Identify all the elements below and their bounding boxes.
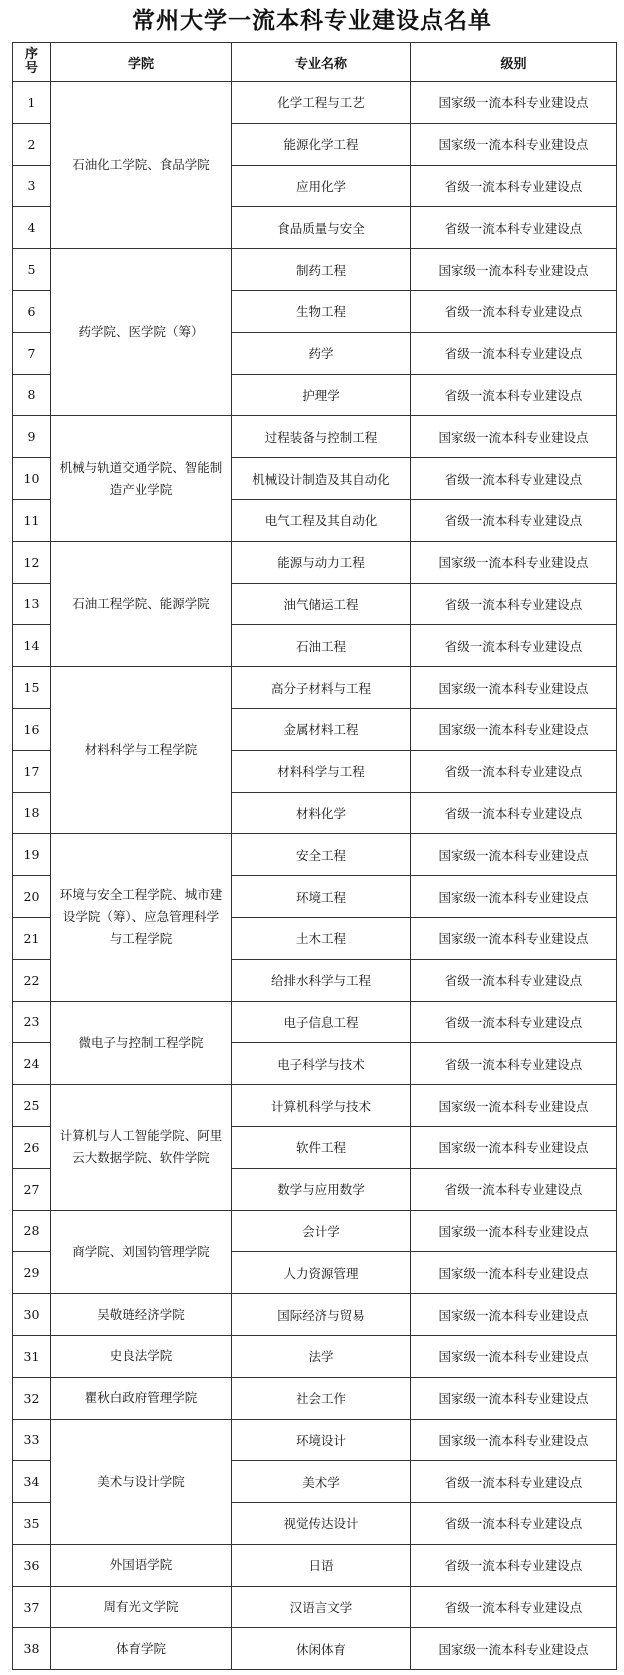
table-row	[13, 1544, 617, 1586]
row-number: 4	[13, 207, 51, 249]
level-cell: 省级一流本科专业建设点	[411, 959, 617, 1001]
table-row	[13, 1085, 617, 1127]
college-cell: 美术与设计学院	[51, 1419, 232, 1544]
level-cell: 国家级一流本科专业建设点	[411, 1419, 617, 1461]
college-cell: 石油工程学院、能源学院	[51, 541, 232, 666]
row-number: 6	[13, 290, 51, 332]
row-number: 32	[13, 1377, 51, 1419]
majors-table	[12, 42, 617, 1670]
row-number: 27	[13, 1168, 51, 1210]
level-cell: 省级一流本科专业建设点	[411, 1043, 617, 1085]
level-cell: 省级一流本科专业建设点	[411, 332, 617, 374]
row-number: 24	[13, 1043, 51, 1085]
major-cell: 护理学	[232, 374, 411, 416]
level-cell: 国家级一流本科专业建设点	[411, 1126, 617, 1168]
row-number: 7	[13, 332, 51, 374]
row-number: 17	[13, 750, 51, 792]
major-cell: 日语	[232, 1544, 411, 1586]
level-cell: 国家级一流本科专业建设点	[411, 876, 617, 918]
major-cell: 材料化学	[232, 792, 411, 834]
major-cell: 汉语言文学	[232, 1586, 411, 1628]
major-cell: 人力资源管理	[232, 1252, 411, 1294]
row-number: 26	[13, 1126, 51, 1168]
major-cell: 国际经济与贸易	[232, 1294, 411, 1336]
level-cell: 省级一流本科专业建设点	[411, 290, 617, 332]
row-number: 2	[13, 123, 51, 165]
major-cell: 法学	[232, 1335, 411, 1377]
table-row	[13, 1377, 617, 1419]
level-cell: 国家级一流本科专业建设点	[411, 1085, 617, 1127]
row-number: 14	[13, 625, 51, 667]
table-row	[13, 1586, 617, 1628]
level-cell: 国家级一流本科专业建设点	[411, 708, 617, 750]
level-cell: 国家级一流本科专业建设点	[411, 667, 617, 709]
header-major: 专业名称	[232, 43, 411, 82]
major-cell: 制药工程	[232, 249, 411, 291]
major-cell: 能源与动力工程	[232, 541, 411, 583]
level-cell: 国家级一流本科专业建设点	[411, 541, 617, 583]
major-cell: 数学与应用数学	[232, 1168, 411, 1210]
table-row	[13, 834, 617, 876]
college-cell: 体育学院	[51, 1628, 232, 1670]
major-cell: 休闲体育	[232, 1628, 411, 1670]
major-cell: 机械设计制造及其自动化	[232, 458, 411, 500]
level-cell: 省级一流本科专业建设点	[411, 625, 617, 667]
level-cell: 省级一流本科专业建设点	[411, 792, 617, 834]
college-cell: 吴敬琏经济学院	[51, 1294, 232, 1336]
row-number: 3	[13, 165, 51, 207]
level-cell: 省级一流本科专业建设点	[411, 1001, 617, 1043]
major-cell: 环境工程	[232, 876, 411, 918]
major-cell: 安全工程	[232, 834, 411, 876]
table-row	[13, 667, 617, 709]
table-row	[13, 1419, 617, 1461]
major-cell: 金属材料工程	[232, 708, 411, 750]
level-cell: 省级一流本科专业建设点	[411, 374, 617, 416]
header-college: 学院	[51, 43, 232, 82]
row-number: 12	[13, 541, 51, 583]
level-cell: 省级一流本科专业建设点	[411, 458, 617, 500]
college-cell: 环境与安全工程学院、城市建设学院（筹）、应急管理科学与工程学院	[51, 834, 232, 1001]
major-cell: 化学工程与工艺	[232, 82, 411, 124]
college-cell: 计算机与人工智能学院、阿里云大数据学院、软件学院	[51, 1085, 232, 1210]
major-cell: 材料科学与工程	[232, 750, 411, 792]
row-number: 19	[13, 834, 51, 876]
college-cell: 石油化工学院、食品学院	[51, 82, 232, 249]
row-number: 9	[13, 416, 51, 458]
level-cell: 省级一流本科专业建设点	[411, 499, 617, 541]
major-cell: 会计学	[232, 1210, 411, 1252]
row-number: 13	[13, 583, 51, 625]
table-row	[13, 1628, 617, 1670]
level-cell: 国家级一流本科专业建设点	[411, 123, 617, 165]
major-cell: 电气工程及其自动化	[232, 499, 411, 541]
table-row	[13, 249, 617, 291]
college-cell: 药学院、医学院（筹）	[51, 249, 232, 416]
table-row	[13, 1294, 617, 1336]
row-number: 38	[13, 1628, 51, 1670]
table-row	[13, 82, 617, 124]
major-cell: 给排水科学与工程	[232, 959, 411, 1001]
major-cell: 美术学	[232, 1461, 411, 1503]
major-cell: 高分子材料与工程	[232, 667, 411, 709]
row-number: 22	[13, 959, 51, 1001]
major-cell: 土木工程	[232, 917, 411, 959]
row-number: 11	[13, 499, 51, 541]
major-cell: 生物工程	[232, 290, 411, 332]
row-number: 25	[13, 1085, 51, 1127]
major-cell: 电子科学与技术	[232, 1043, 411, 1085]
major-cell: 食品质量与安全	[232, 207, 411, 249]
row-number: 1	[13, 82, 51, 124]
major-cell: 能源化学工程	[232, 123, 411, 165]
row-number: 21	[13, 917, 51, 959]
major-cell: 环境设计	[232, 1419, 411, 1461]
row-number: 10	[13, 458, 51, 500]
level-cell: 省级一流本科专业建设点	[411, 583, 617, 625]
row-number: 8	[13, 374, 51, 416]
major-cell: 石油工程	[232, 625, 411, 667]
table-row	[13, 1210, 617, 1252]
row-number: 20	[13, 876, 51, 918]
level-cell: 国家级一流本科专业建设点	[411, 1252, 617, 1294]
row-number: 33	[13, 1419, 51, 1461]
major-cell: 药学	[232, 332, 411, 374]
row-number: 28	[13, 1210, 51, 1252]
college-cell: 微电子与控制工程学院	[51, 1001, 232, 1085]
row-number: 31	[13, 1335, 51, 1377]
level-cell: 省级一流本科专业建设点	[411, 1544, 617, 1586]
major-cell: 油气储运工程	[232, 583, 411, 625]
level-cell: 国家级一流本科专业建设点	[411, 1628, 617, 1670]
college-cell: 外国语学院	[51, 1544, 232, 1586]
table-row	[13, 416, 617, 458]
row-number: 16	[13, 708, 51, 750]
level-cell: 国家级一流本科专业建设点	[411, 834, 617, 876]
header-seq	[13, 43, 51, 82]
row-number: 18	[13, 792, 51, 834]
row-number: 23	[13, 1001, 51, 1043]
level-cell: 国家级一流本科专业建设点	[411, 1294, 617, 1336]
table-row	[13, 541, 617, 583]
major-cell: 电子信息工程	[232, 1001, 411, 1043]
row-number: 36	[13, 1544, 51, 1586]
level-cell: 省级一流本科专业建设点	[411, 1503, 617, 1545]
level-cell: 省级一流本科专业建设点	[411, 750, 617, 792]
row-number: 30	[13, 1294, 51, 1336]
major-cell: 应用化学	[232, 165, 411, 207]
level-cell: 国家级一流本科专业建设点	[411, 1335, 617, 1377]
row-number: 34	[13, 1461, 51, 1503]
college-cell: 商学院、刘国钧管理学院	[51, 1210, 232, 1294]
college-cell: 周有光文学院	[51, 1586, 232, 1628]
college-cell: 机械与轨道交通学院、智能制造产业学院	[51, 416, 232, 541]
major-cell: 软件工程	[232, 1126, 411, 1168]
table-row	[13, 1001, 617, 1043]
major-cell: 过程装备与控制工程	[232, 416, 411, 458]
row-number: 35	[13, 1503, 51, 1545]
header-level: 级别	[411, 43, 617, 82]
table-row	[13, 1335, 617, 1377]
college-cell: 材料科学与工程学院	[51, 667, 232, 834]
college-cell: 史良法学院	[51, 1335, 232, 1377]
table-body	[13, 82, 617, 1670]
level-cell: 省级一流本科专业建设点	[411, 1168, 617, 1210]
level-cell: 国家级一流本科专业建设点	[411, 249, 617, 291]
major-cell: 社会工作	[232, 1377, 411, 1419]
level-cell: 国家级一流本科专业建设点	[411, 917, 617, 959]
level-cell: 国家级一流本科专业建设点	[411, 416, 617, 458]
page-title: 常州大学一流本科专业建设点名单	[132, 7, 492, 34]
row-number: 15	[13, 667, 51, 709]
level-cell: 省级一流本科专业建设点	[411, 1461, 617, 1503]
level-cell: 省级一流本科专业建设点	[411, 165, 617, 207]
level-cell: 国家级一流本科专业建设点	[411, 1377, 617, 1419]
level-cell: 省级一流本科专业建设点	[411, 1586, 617, 1628]
row-number: 29	[13, 1252, 51, 1294]
major-cell: 计算机科学与技术	[232, 1085, 411, 1127]
college-cell: 瞿秋白政府管理学院	[51, 1377, 232, 1419]
row-number: 37	[13, 1586, 51, 1628]
header-seq-top: 序	[24, 47, 38, 62]
header-row	[13, 43, 617, 82]
header-seq-bottom: 号	[24, 61, 38, 76]
level-cell: 国家级一流本科专业建设点	[411, 1210, 617, 1252]
major-cell: 视觉传达设计	[232, 1503, 411, 1545]
level-cell: 省级一流本科专业建设点	[411, 207, 617, 249]
row-number: 5	[13, 249, 51, 291]
level-cell: 国家级一流本科专业建设点	[411, 82, 617, 124]
